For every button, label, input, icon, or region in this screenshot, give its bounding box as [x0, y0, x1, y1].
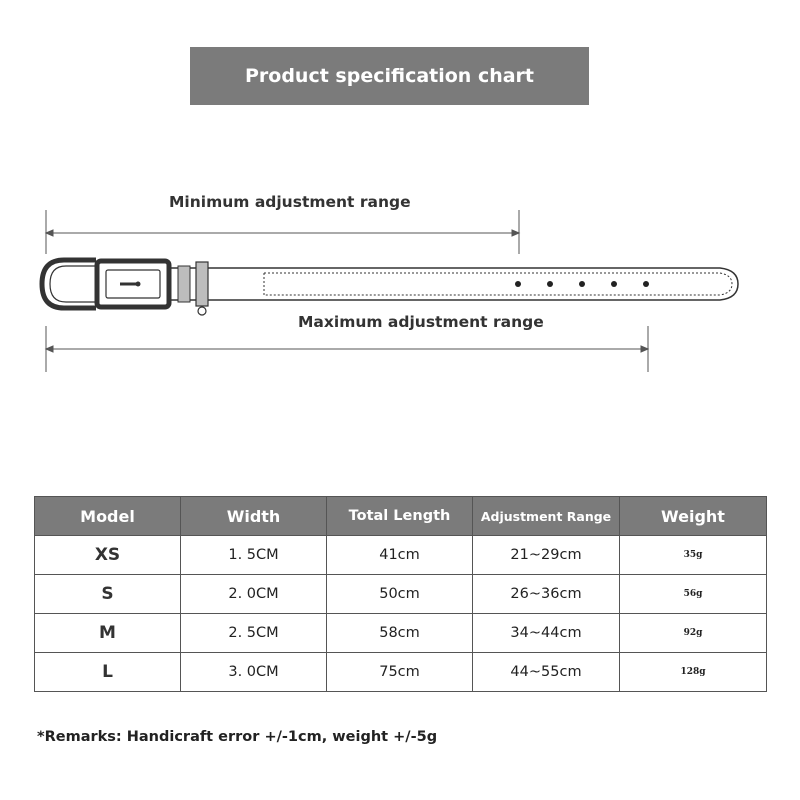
belt-hole — [643, 281, 649, 287]
max-range-dimension — [46, 326, 648, 372]
remarks-note: *Remarks: Handicraft error +/-1cm, weight +/-5g — [37, 729, 438, 745]
belt-hole — [579, 281, 585, 287]
cell-range: 21~29cm — [473, 536, 620, 575]
cell-width: 2. 0CM — [181, 575, 327, 614]
table-row — [35, 653, 767, 692]
cell-weight: 56g — [620, 575, 767, 614]
belt-stitching — [264, 273, 732, 295]
belt-holes — [515, 281, 649, 287]
cell-length: 41cm — [327, 536, 473, 575]
header-width: Width — [181, 497, 327, 536]
cell-width: 1. 5CM — [181, 536, 327, 575]
cell-weight: 35g — [620, 536, 767, 575]
cell-model: L — [35, 653, 181, 692]
chart-title: Product specification chart — [244, 65, 535, 87]
cell-range: 44~55cm — [473, 653, 620, 692]
cell-weight: 92g — [620, 614, 767, 653]
belt-hole — [611, 281, 617, 287]
cell-length: 58cm — [327, 614, 473, 653]
cell-length: 50cm — [327, 575, 473, 614]
cell-model: M — [35, 614, 181, 653]
cell-width: 2. 5CM — [181, 614, 327, 653]
min-adjustment-label: Minimum adjustment range — [169, 193, 411, 211]
header-model: Model — [35, 497, 181, 536]
cell-range: 34~44cm — [473, 614, 620, 653]
cell-model: S — [35, 575, 181, 614]
max-adjustment-label: Maximum adjustment range — [298, 313, 544, 331]
max-range-right-arrow — [641, 346, 648, 352]
min-range-dimension — [46, 210, 519, 254]
cell-length: 75cm — [327, 653, 473, 692]
belt-hole — [515, 281, 521, 287]
belt-hole — [547, 281, 553, 287]
d-ring-inner — [50, 266, 96, 302]
belt-keeper-1 — [178, 266, 190, 302]
header-adjustment-range: Adjustment Range — [473, 497, 620, 536]
keeper-ring — [198, 307, 206, 315]
belt-keeper-2 — [196, 262, 208, 306]
spec-table — [34, 496, 767, 692]
cell-model: XS — [35, 536, 181, 575]
cell-weight: 128g — [620, 653, 767, 692]
table-row — [35, 614, 767, 653]
table-row — [35, 536, 767, 575]
table-row — [35, 575, 767, 614]
belt-illustration — [42, 260, 738, 315]
max-range-left-arrow — [46, 346, 53, 352]
min-range-left-arrow — [46, 230, 53, 236]
min-range-right-arrow — [512, 230, 519, 236]
table-header-row — [35, 497, 767, 536]
header-weight: Weight — [620, 497, 767, 536]
header-total-length: Total Length — [327, 497, 473, 536]
cell-width: 3. 0CM — [181, 653, 327, 692]
cell-range: 26~36cm — [473, 575, 620, 614]
